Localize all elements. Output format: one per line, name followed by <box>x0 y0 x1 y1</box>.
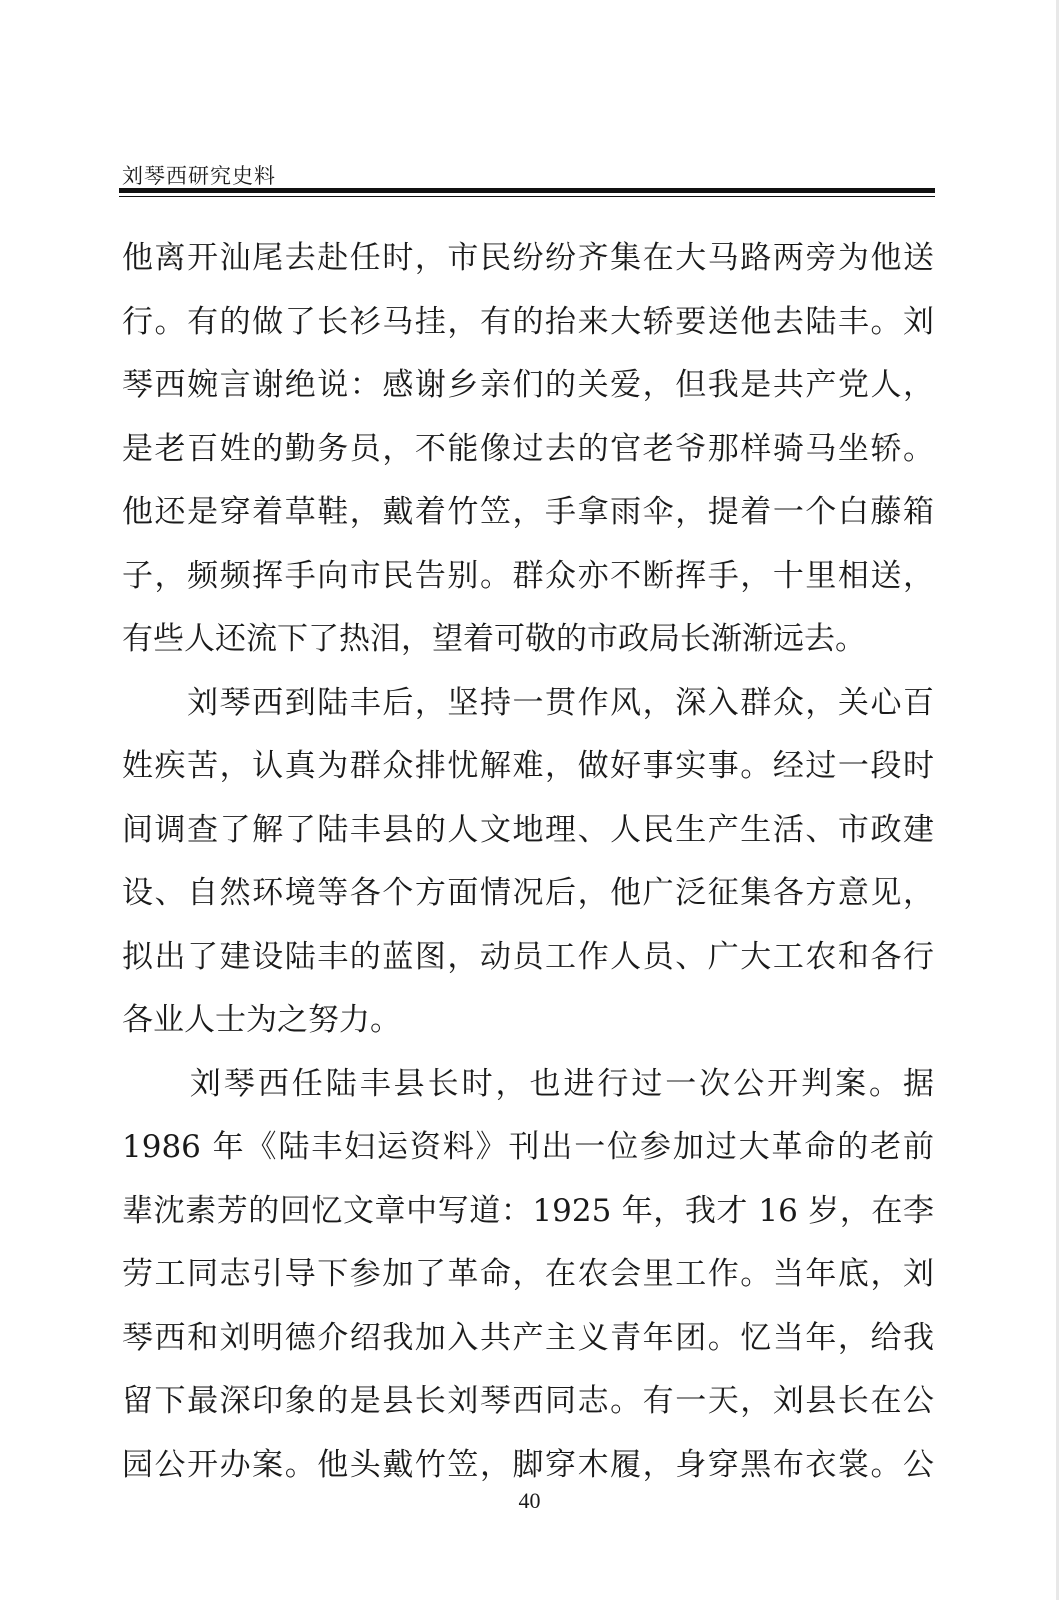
text-line: 间调查了解了陆丰县的人文地理、人民生产生活、市政建 <box>122 811 934 848</box>
text-line: 辈沈素芳的回忆文章中写道：1925 年，我才 16 岁，在李 <box>122 1192 934 1229</box>
text-line: 1986 年《陆丰妇运资料》刊出一位参加过大革命的老前 <box>122 1129 934 1165</box>
text-line: 各业人士为之努力。 <box>122 1002 401 1038</box>
body-text <box>122 238 934 1508</box>
text-line: 有些人还流下了热泪，望着可敬的市政局长渐渐远去。 <box>122 621 866 657</box>
text-line: 设、自然环境等各个方面情况后，他广泛征集各方意见， <box>122 875 934 911</box>
text-line: 琴西和刘明德介绍我加入共产主义青年团。忆当年，给我 <box>122 1319 934 1356</box>
text-line: 他还是穿着草鞋，戴着竹笠，手拿雨伞，提着一个白藤箱 <box>122 494 934 530</box>
text-line: 是老百姓的勤务员，不能像过去的官老爷那样骑马坐轿。 <box>122 430 934 467</box>
text-line: 子，频频挥手向市民告别。群众亦不断挥手，十里相送， <box>122 557 934 594</box>
text-line: 劳工同志引导下参加了革命，在农会里工作。当年底，刘 <box>122 1256 934 1292</box>
header-rule-thin <box>119 196 935 197</box>
page-number: 40 <box>518 1488 541 1513</box>
text-line: 留下最深印象的是县长刘琴西同志。有一天，刘县长在公 <box>122 1383 934 1419</box>
header-rule-thick <box>119 188 935 193</box>
text-line: 刘琴西到陆丰后，坚持一贯作风，深入群众，关心百 <box>122 684 934 721</box>
text-line: 姓疾苦，认真为群众排忧解难，做好事实事。经过一段时 <box>122 748 934 784</box>
text-line: 琴西婉言谢绝说：感谢乡亲们的关爱，但我是共产党人， <box>122 367 934 403</box>
text-line: 行。有的做了长衫马挂，有的抬来大轿要送他去陆丰。刘 <box>122 303 934 340</box>
text-line: 园公开办案。他头戴竹笠，脚穿木履，身穿黑布衣裳。公 <box>122 1446 934 1483</box>
text-line: 他离开汕尾去赴任时，市民纷纷齐集在大马路两旁为他送 <box>122 240 934 276</box>
text-line: 刘琴西任陆丰县长时，也进行过一次公开判案。据 <box>122 1065 934 1102</box>
running-header-title: 刘琴西研究史料 <box>122 164 276 188</box>
text-line: 拟出了建设陆丰的蓝图，动员工作人员、广大工农和各行 <box>122 938 934 975</box>
